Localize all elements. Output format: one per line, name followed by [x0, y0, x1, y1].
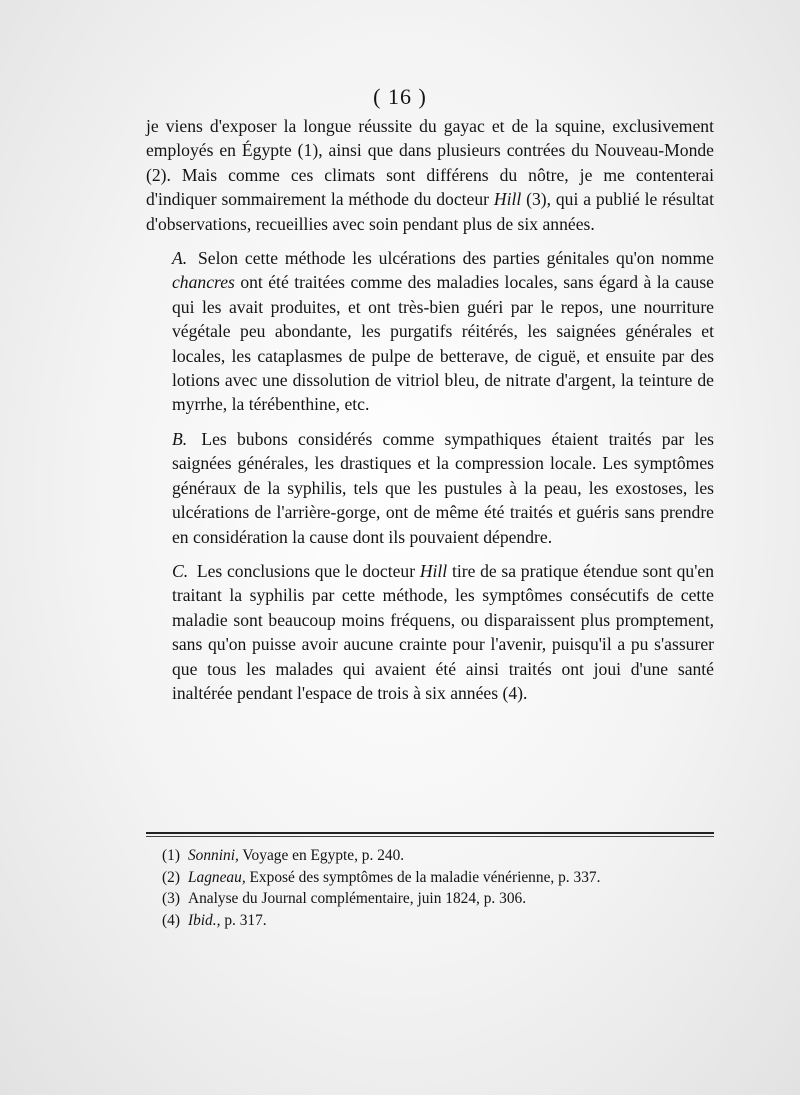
footnote-1	[162, 845, 702, 867]
footnote-ref: (3)	[162, 890, 180, 908]
page-number: ( 16 )	[373, 84, 427, 109]
section-a-post: ont été traitées comme des maladies locales, sans égard à la cause qui les avait produites, et ont très-bien guéri par le repos, une nourriture végétale peu abondante, les purgatifs réitérés, les saignées générales et locales, les cataplasmes de pulpe de betterave, de ciguë, et ensuite par des lotions avec une dissolution de vitriol bleu, de nitrate d'argent, la teinture de myrrhe, la térébenthine, etc.	[172, 272, 714, 415]
footnote-4	[162, 910, 702, 932]
footnote-separator	[146, 832, 714, 837]
intro-text: je viens d'exposer la longue réussite du gayac et de la squine, exclusivement employés en Égypte (1), ainsi que dans plusieurs contrées du Nouveau-Monde (2). Mais comme ces climats sont différens du nôtre, je me contenterai d'indiquer sommairement la méthode du docteur	[146, 116, 714, 210]
section-b-marker: B.	[172, 428, 188, 449]
footnote-ref: (4)	[162, 911, 180, 929]
section-c-pre: Les conclusions que le docteur	[196, 560, 416, 581]
footnote-text: p. 317.	[224, 911, 267, 929]
footnote-rule-thin	[146, 836, 714, 837]
section-a-pre: Selon cette méthode les ulcérations des parties génitales qu'on nomme	[197, 248, 714, 269]
section-a-emphasis: chancres	[172, 272, 235, 293]
footnote-author: Ibid.,	[187, 911, 221, 929]
footnote-text: Exposé des symptômes de la maladie vénérienne, p. 337.	[249, 868, 601, 886]
section-a-paragraph	[146, 246, 714, 417]
footnote-text: Voyage en Egypte, p. 240.	[242, 847, 405, 864]
section-a-marker: A.	[172, 248, 188, 269]
footnote-author: Sonnini,	[187, 847, 239, 864]
footnotes	[162, 845, 702, 931]
section-b-pre: Les bubons considérés comme sympathiques étaient traités par les saignées générales, les drastiques et la compression locale. Les symptômes généraux de la syphilis, tels que les pustules à la peau, les exostoses, les ulcérations de l'arrière-gorge, ont de même été traités et guéris sans prendre en considération la cause dont ils pouvaient dépendre.	[172, 428, 714, 547]
intro-rest: (3), qui a publié le résultat d'observations, recueillies avec soin pendant plus de six années.	[146, 189, 715, 234]
footnote-text: Analyse du Journal complémentaire, juin 1824, p. 306.	[187, 890, 527, 908]
footnote-rule-thick	[146, 832, 714, 834]
body-text	[146, 114, 714, 705]
intro-author: Hill	[493, 189, 522, 210]
section-c-paragraph	[146, 559, 714, 705]
footnote-author: Lagneau,	[187, 868, 246, 886]
section-b-paragraph	[146, 427, 714, 549]
footnote-2	[162, 867, 702, 889]
footnote-ref: (2)	[162, 868, 180, 886]
footnote-3	[162, 888, 702, 910]
section-c-emphasis: Hill	[419, 560, 448, 581]
section-c-marker: C.	[172, 560, 189, 581]
section-c-post: tire de sa pratique étendue sont qu'en traitant la syphilis par cette méthode, les symptômes consécutifs de cette maladie sont beaucoup moins fréquens, ou disparaissent plus promptement, sans qu'on puisse avoir aucune crainte pour l'avenir, puisqu'il a pu s'assurer que tous les malades qui avaient été ainsi traités ont joui d'une santé inaltérée pendant l'espace de trois à six années (4).	[172, 560, 715, 703]
intro-paragraph	[146, 114, 714, 236]
footnote-ref: (1)	[162, 847, 180, 864]
